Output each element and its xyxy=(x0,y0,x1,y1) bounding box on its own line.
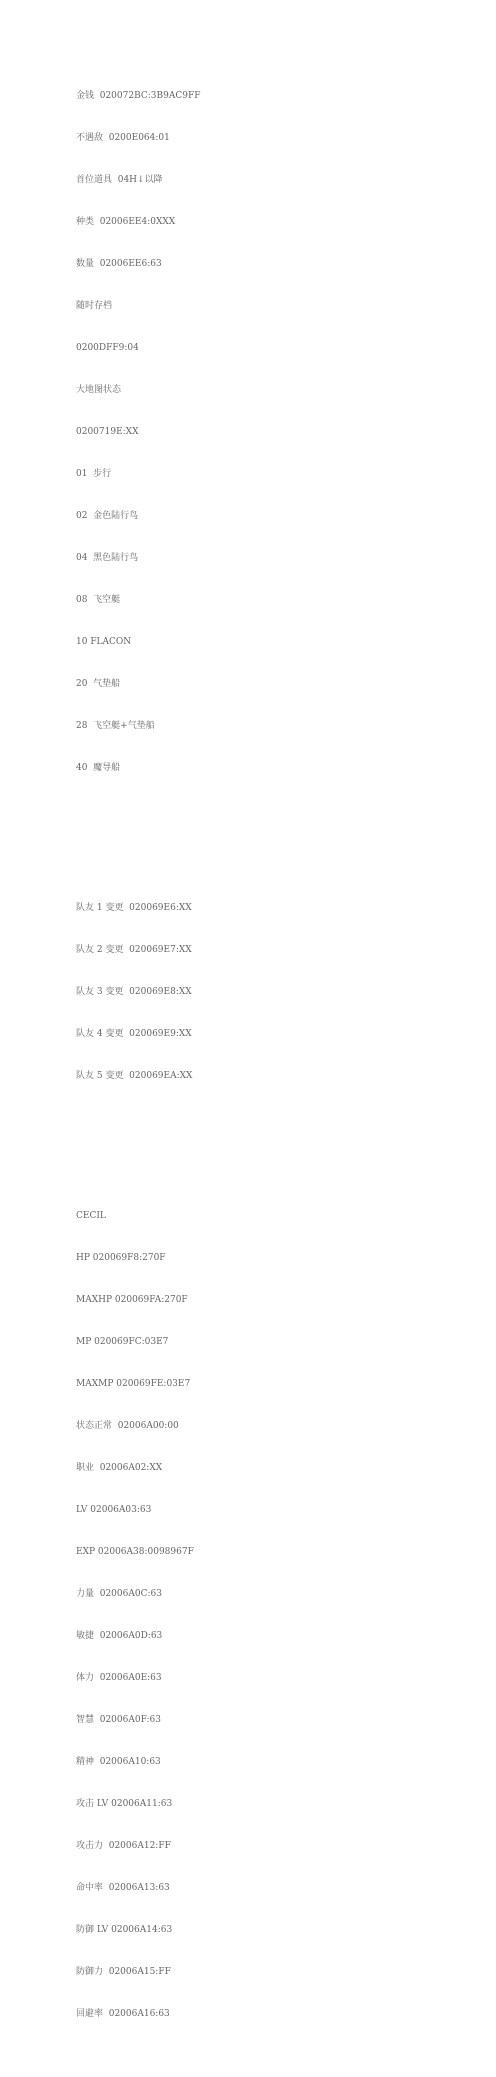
code-line: 08 飞空艇 xyxy=(76,595,121,605)
code-line: 状态正常 02006A00:00 xyxy=(76,1421,179,1431)
code-line: 大地图状态 xyxy=(76,385,122,395)
code-line: 不遇敌 0200E064:01 xyxy=(76,133,170,143)
code-line: 队友 3 变更 020069E8:XX xyxy=(76,987,192,997)
code-line: 10 FLACON xyxy=(76,637,132,647)
code-line: 首位道具 04H↓以降 xyxy=(76,175,163,185)
code-line: LV 02006A03:63 xyxy=(76,1505,152,1515)
code-line: 命中率 02006A13:63 xyxy=(76,1883,170,1893)
code-line: 队友 4 变更 020069E9:XX xyxy=(76,1029,192,1039)
code-line: 队友 2 变更 020069E7:XX xyxy=(76,945,192,955)
section-party xyxy=(76,873,200,1111)
code-line: 0200719E:XX xyxy=(76,427,139,437)
cheat-code-list xyxy=(76,33,200,2077)
code-line: 04 黑色陆行鸟 xyxy=(76,553,139,563)
code-line: 02 金色陆行鸟 xyxy=(76,511,139,521)
code-line: MAXHP 020069FA:270F xyxy=(76,1295,188,1305)
spacer xyxy=(76,1139,200,1153)
code-line: 攻击 LV 02006A11:63 xyxy=(76,1799,173,1809)
code-line: 防御力 02006A15:FF xyxy=(76,1967,171,1977)
code-line: MP 020069FC:03E7 xyxy=(76,1337,169,1347)
code-line: 01 步行 xyxy=(76,469,112,479)
code-line: 精神 02006A10:63 xyxy=(76,1757,161,1767)
code-line: 0200DFF9:04 xyxy=(76,343,139,353)
section-general xyxy=(76,61,200,803)
code-line: 智慧 02006A0F:63 xyxy=(76,1715,161,1725)
section-cecil xyxy=(76,1181,200,2049)
code-line: 28 飞空艇+气垫船 xyxy=(76,721,155,731)
code-line: 队友 1 变更 020069E6:XX xyxy=(76,903,192,913)
code-line: CECIL xyxy=(76,1211,106,1221)
code-line: MAXMP 020069FE:03E7 xyxy=(76,1379,191,1389)
code-line: 敏捷 02006A0D:63 xyxy=(76,1631,163,1641)
code-line: 防御 LV 02006A14:63 xyxy=(76,1925,173,1935)
code-line: 职业 02006A02:XX xyxy=(76,1463,163,1473)
code-line: 攻击力 02006A12:FF xyxy=(76,1841,171,1851)
code-line: 回避率 02006A16:63 xyxy=(76,2009,170,2019)
code-line: 体力 02006A0E:63 xyxy=(76,1673,162,1683)
spacer xyxy=(76,831,200,845)
code-line: 队友 5 变更 020069EA:XX xyxy=(76,1071,193,1081)
code-line: 40 魔导船 xyxy=(76,763,121,773)
code-line: 数量 02006EE6:63 xyxy=(76,259,162,269)
code-line: 力量 02006A0C:63 xyxy=(76,1589,162,1599)
code-line: 随时存档 xyxy=(76,301,113,311)
code-line: HP 020069F8:270F xyxy=(76,1253,166,1263)
code-line: EXP 02006A38:0098967F xyxy=(76,1547,194,1557)
code-line: 20 气垫船 xyxy=(76,679,121,689)
code-line: 种类 02006EE4:0XXX xyxy=(76,217,176,227)
code-line: 金钱 020072BC:3B9AC9FF xyxy=(76,91,201,101)
